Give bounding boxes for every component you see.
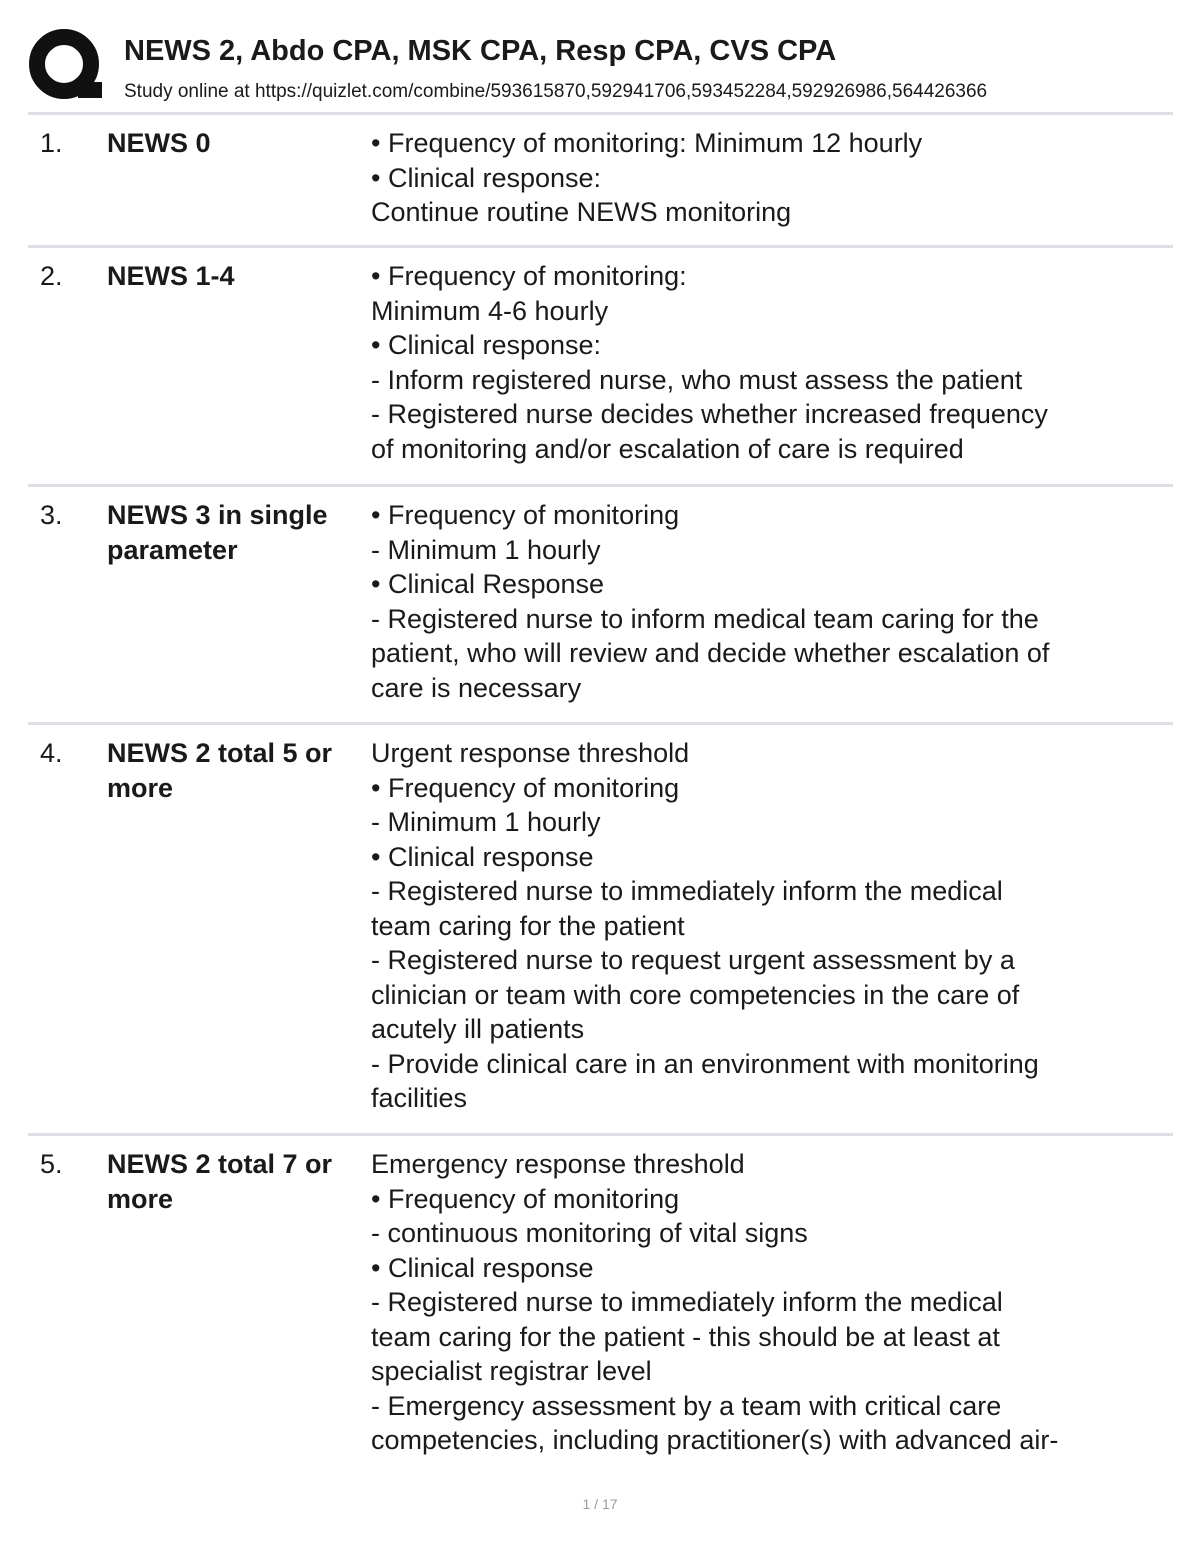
document-title: NEWS 2, Abdo CPA, MSK CPA, Resp CPA, CVS CPA: [124, 35, 837, 67]
card-number: 2.: [40, 261, 63, 291]
card-definition: • Frequency of monitoring - Minimum 1 hourly • Clinical Response - Registered nurse to inform medical team caring for the patient, who will review and decide whether escalation of care is necessary: [371, 500, 1050, 703]
card-definition: Urgent response threshold • Frequency of monitoring - Minimum 1 hourly • Clinical response - Registered nurse to immediately inform the medical team caring for the patient - Registered nurse to request urgent assessment by a clinician or team with core competencies in the care of acutely ill patients - Provide clinical care in an environment with monitoring facilities: [371, 738, 1039, 1113]
page-indicator: 1 / 17: [582, 1496, 618, 1512]
card-definition: • Frequency of monitoring: Minimum 12 hourly • Clinical response: Continue routine NEWS monitoring: [371, 128, 923, 227]
quizlet-logo-icon: [28, 28, 104, 104]
header-divider: [28, 112, 1173, 115]
card-divider: [28, 1133, 1173, 1136]
page-header: [0, 0, 1200, 112]
card-divider: [28, 484, 1173, 487]
card-term: NEWS 3 in single parameter: [107, 500, 328, 565]
card-number: 4.: [40, 738, 63, 768]
study-online-link[interactable]: Study online at https://quizlet.com/combine/593615870,592941706,593452284,592926986,564426366: [124, 81, 988, 102]
card-term: NEWS 1-4: [107, 261, 235, 291]
card-definition: • Frequency of monitoring: Minimum 4-6 hourly • Clinical response: - Inform registered nurse, who must assess the patient - Registered nurse decides whether increased frequency of monitoring and/or escalation of care is required: [371, 261, 1048, 464]
card-divider: [28, 722, 1173, 725]
card-definition: Emergency response threshold • Frequency of monitoring - continuous monitoring of vital signs • Clinical response - Registered nurse to immediately inform the medical team caring for the patient - this should be at least at specialist registrar level - Emergency assessment by a team with critical care competencies, including practitioner(s) with advanced air-: [371, 1149, 1059, 1455]
card-term: NEWS 2 total 7 or more: [107, 1149, 333, 1214]
card-divider: [28, 245, 1173, 248]
card-number: 3.: [40, 500, 63, 530]
card-number: 5.: [40, 1149, 63, 1179]
card-term: NEWS 2 total 5 or more: [107, 738, 333, 803]
card-number: 1.: [40, 128, 63, 158]
card-term: NEWS 0: [107, 128, 211, 158]
